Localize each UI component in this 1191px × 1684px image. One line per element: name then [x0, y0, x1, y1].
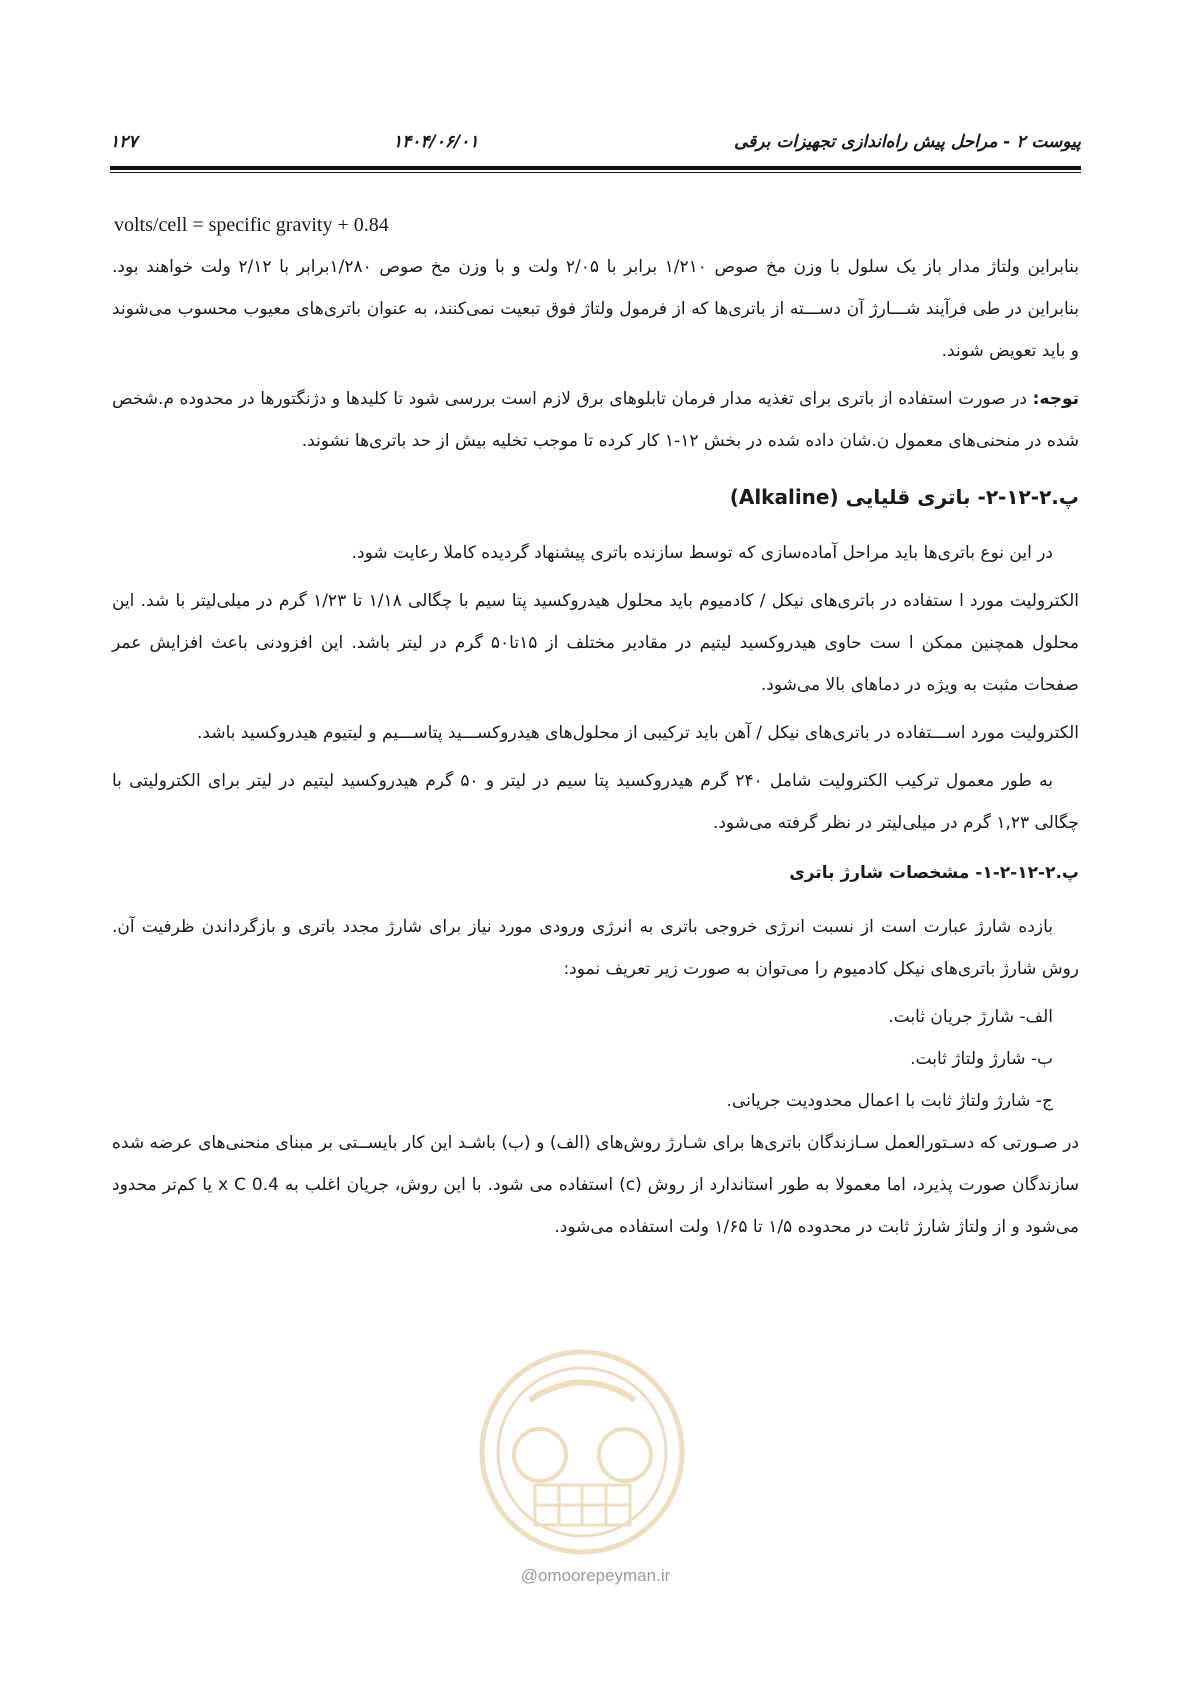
- watermark-seal-icon: [475, 1345, 690, 1560]
- document-body: [112, 246, 1079, 1254]
- paragraph-charge-method: در صـورتی که دسـتورالعمل سـازندگان باتری‌ها برای شـارژ روش‌های (الف) و (ب) باشـد این کار بایســتی بر مبنای منحنی‌های عرضه شده سازندگان صورت پذیرد، اما معمولا به طور استاندارد از روش (c) استفاده می شود. با این روش، جریان اغلب به 0.4 x C یا کم‌تر محدود می‌شود و از ولتاژ شارژ ثابت در محدوده ۱/۵ تا ۱/۶۵ ولت استفاده می‌شود.: [112, 1133, 1080, 1237]
- paragraph-charge-efficiency: بازده شارژ عبارت است از نسبت انرژی خروجی باتری به انرژی ورودی مورد نیاز برای شارژ مجدد باتری و بازگرداندن ظرفیت آن. روش شارژ باتری‌های نیکل کادمیوم را می‌توان به صورت زیر تعریف نمود:: [112, 917, 1079, 979]
- header-rule-thin: [110, 172, 1081, 173]
- note-paragraph: [112, 378, 1079, 462]
- note-text: در صورت استفاده از باتری برای تغذیه مدار فرمان تابلوهای برق لازم است بررسی شود تا کلیدها و دژنگتورها در محدوده م.شخص شده در منحنی‌های معمول ن.شان داده شده در بخش ۱۲-۱ کار کرده تا موجب تخلیه بیش از حد باتری‌ها نشوند.: [112, 389, 1079, 451]
- watermark-logo: [475, 1345, 690, 1560]
- header-section-title: پیوست ۲ - مراحل پیش راه‌اندازی تجهیزات برقی: [734, 132, 1081, 152]
- note-label: توجه:: [1032, 389, 1079, 409]
- paragraph-nife-electrolyte: الکترولیت مورد اســـتفاده در باتری‌های نیکل / آهن باید ترکیبی از محلول‌های هیدروکســـید پتاســـیم و لیتیوم هیدروکسید باشد.: [197, 723, 1079, 743]
- section-heading-alkaline: پ.۲-۱۲-۲- باتری قلیایی (Alkaline): [729, 485, 1079, 509]
- paragraph-preparation: در این نوع باتری‌ها باید مراحل آماده‌سازی که توسط سازنده باتری پیشنهاد گردیده کاملا رعایت شود.: [351, 543, 1053, 563]
- list-item: الف- شارژ جریان ثابت.: [888, 1007, 1053, 1027]
- header-rule-thick: [110, 166, 1081, 170]
- header-page-number: ۱۲۷: [110, 132, 138, 152]
- watermark-text: @omoorepeyman.ir: [520, 1566, 671, 1585]
- page-header: [110, 128, 1081, 156]
- list-item: ج- شارژ ولتاژ ثابت با اعمال محدودیت جریانی.: [726, 1091, 1053, 1111]
- paragraph-electrolyte-composition: به طور معمول ترکیب الکترولیت شامل ۲۴۰ گرم هیدروکسید پتا سیم در لیتر و ۵۰ گرم هیدروکسید لیتیم در لیتر برای الکترولیتی با چگالی ۱,۲۳ گرم در میلی‌لیتر در نظر گرفته می‌شود.: [112, 771, 1079, 833]
- header-date: ۱۴۰۴/۰۶/۰۱: [392, 132, 479, 152]
- paragraph-open-circuit-voltage: بنابراین ولتاژ مدار باز یک سلول با وزن مخ صوص ۱/۲۱۰ برابر با ۲/۰۵ ولت و با وزن مخ صوص ۱/۲۸۰برابر با ۲/۱۲ ولت خواهند بود. بنابراین در طی فرآیند شـــارژ آن دســـته از باتری‌ها که از فرمول ولتاژ فوق تبعیت نمی‌کنند، به عنوان باتری‌های معیوب محسوب می‌شوند و باید تعویض شوند.: [112, 257, 1079, 361]
- paragraph-nicd-electrolyte: الکترولیت مورد ا ستفاده در باتری‌های نیکل / کادمیوم باید محلول هیدروکسید پتا سیم با چگالی ۱/۱۸ تا ۱/۲۳ گرم در میلی‌لیتر با شد. این محلول همچنین ممکن ا ست حاوی هیدروکسید لیتیم در مقادیر مختلف از ۱۵تا۵۰ گرم در لیتر باشد. این افزودنی باعث افزایش عمر صفحات مثبت به ویژه در دماهای بالا می‌شود.: [112, 591, 1079, 695]
- subsection-heading-charge: پ.۲-۱۲-۲-۱- مشخصات شارژ باتری: [789, 863, 1079, 883]
- list-item: ب- شارژ ولتاژ ثابت.: [910, 1049, 1053, 1069]
- voltage-formula: volts/cell = specific gravity + 0.84: [114, 214, 389, 236]
